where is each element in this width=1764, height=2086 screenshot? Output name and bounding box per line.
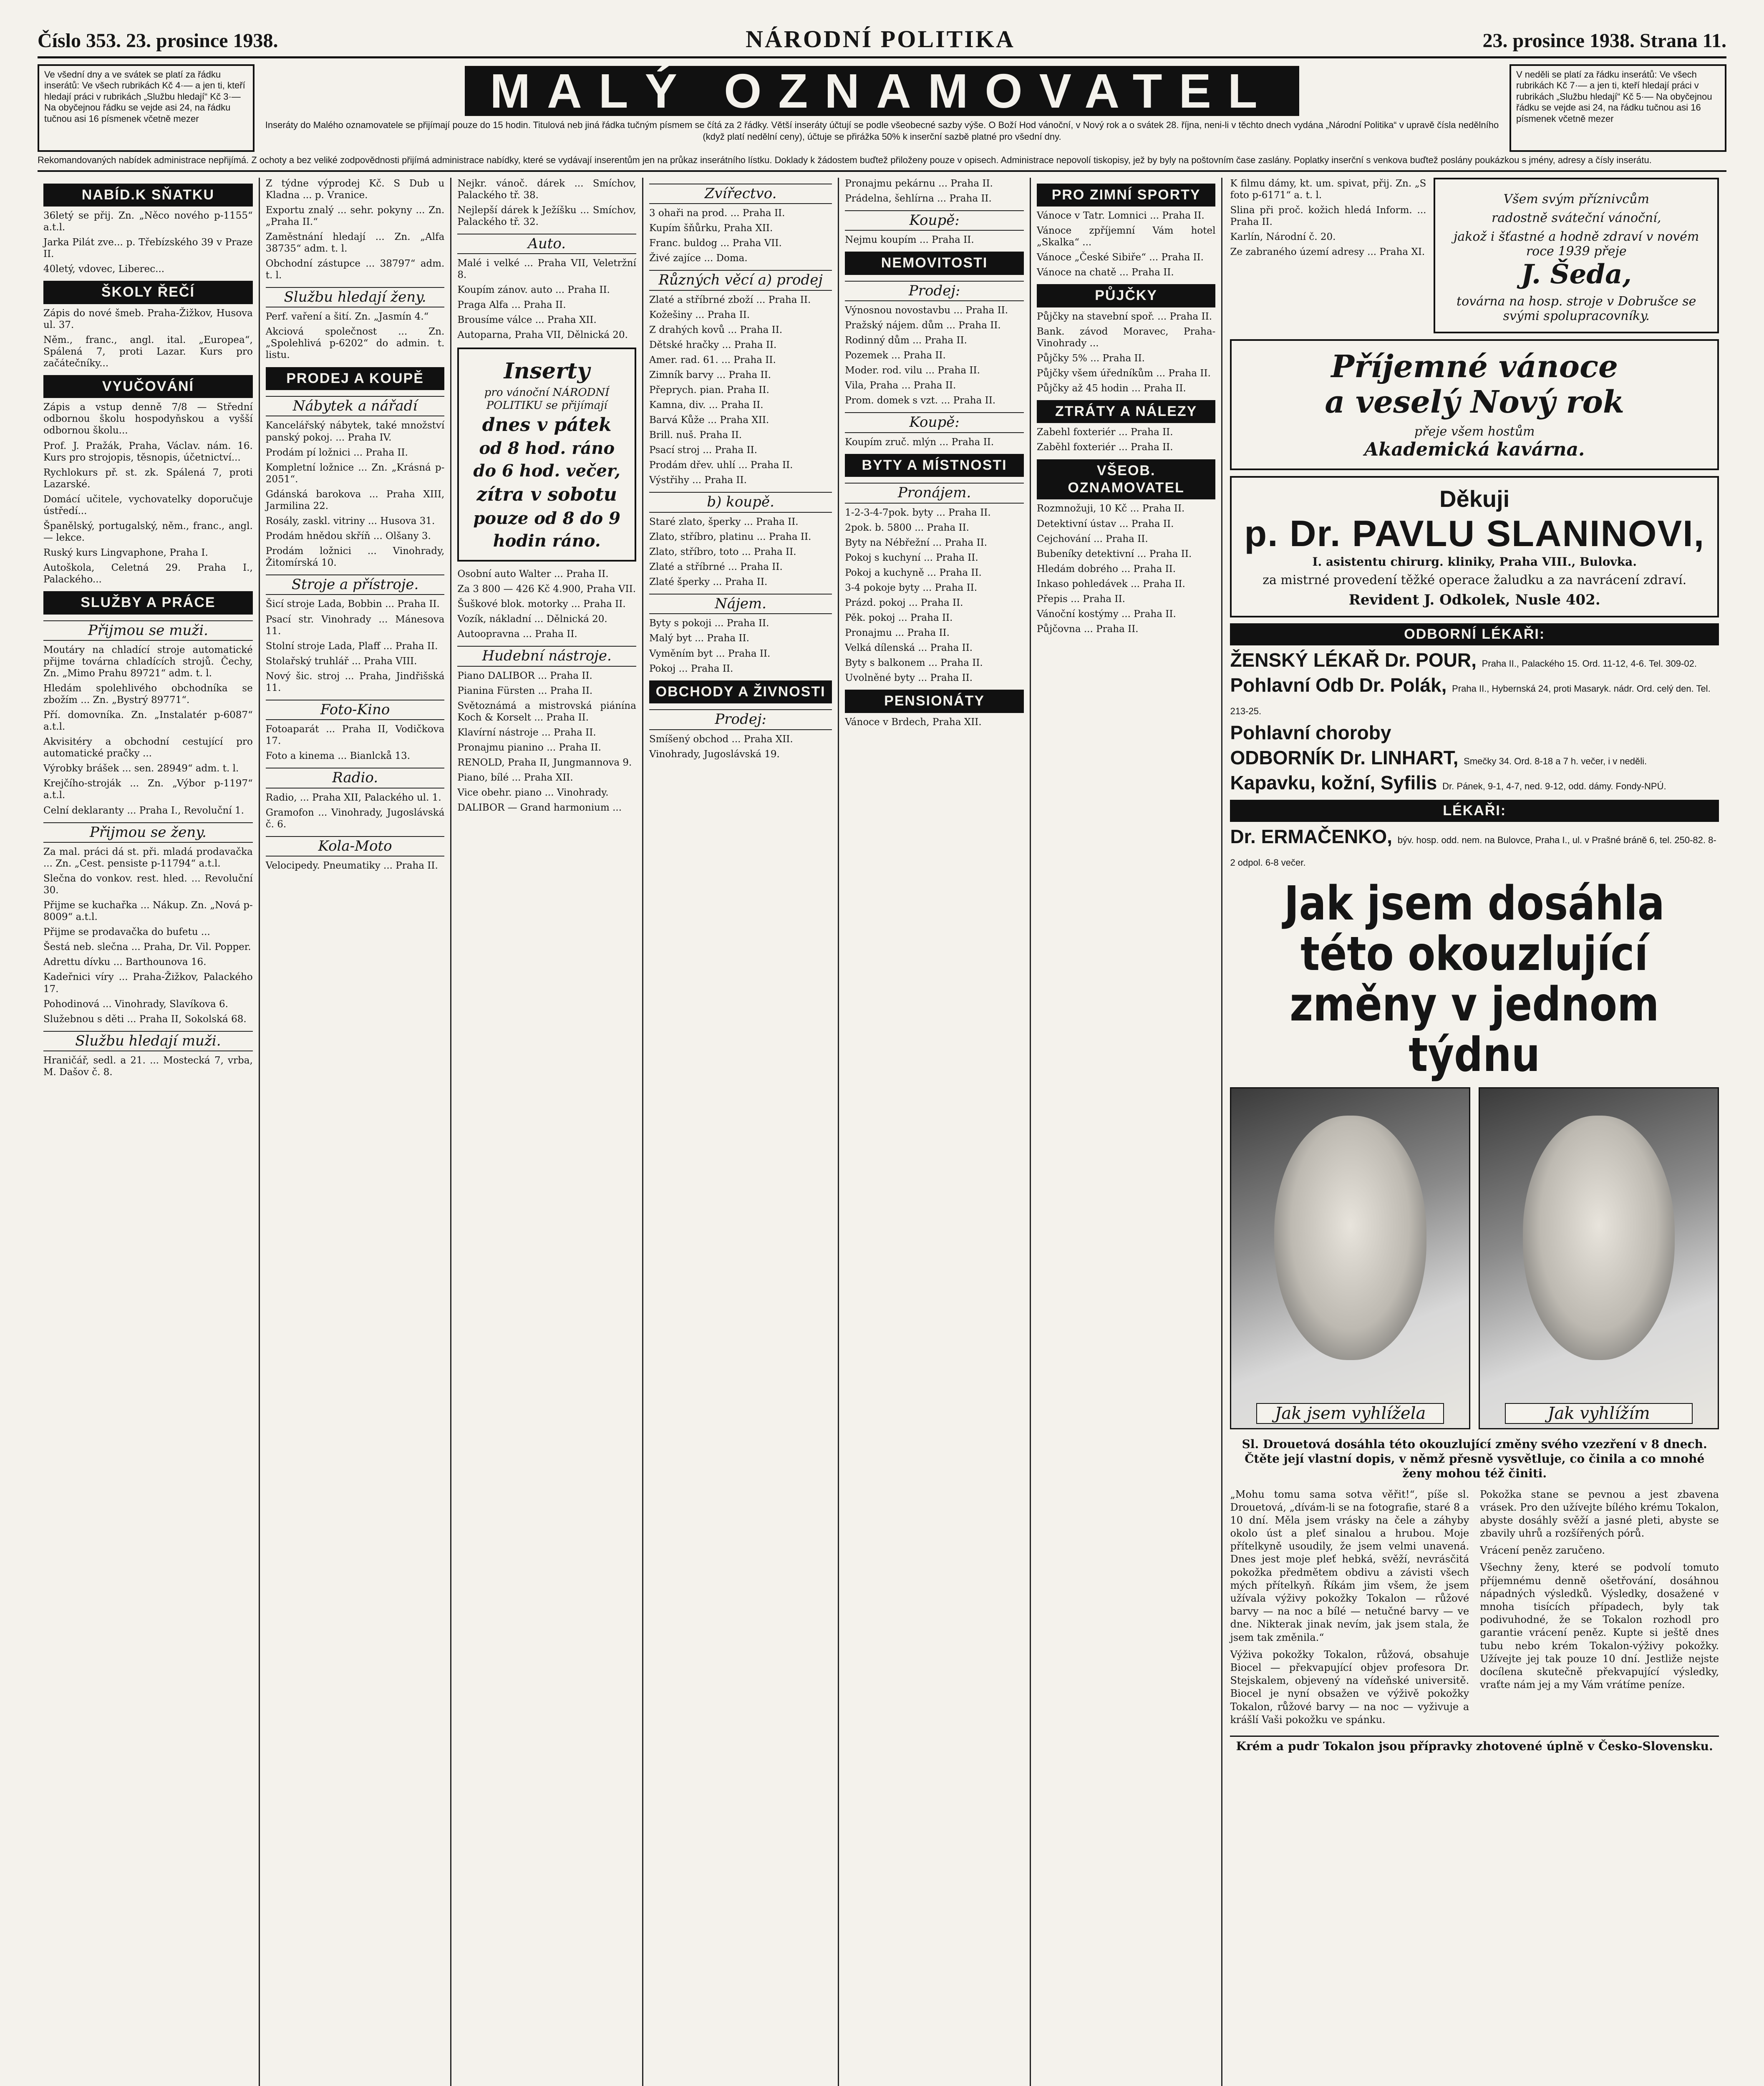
classified-ad: Piano, bílé ... Praha XII. — [457, 772, 573, 783]
classified-ad: Koupím zánov. auto ... Praha II. — [457, 285, 610, 296]
classified-ad: Prodám pí ložnici ... Praha II. — [265, 447, 408, 458]
classified-ad: Světoznámá a mistrovská piánína Koch & Korselt ... Praha II. — [457, 700, 636, 723]
thanks-signature: Revident J. Odkolek, Nusle 402. — [1348, 591, 1600, 608]
advert-lead: Sl. Drouetová dosáhla této okouzlující změny svého vzezření v 8 dnech. Čtěte její vlastní dopis, v němž přesně vysvětluje, co činila a co mnohé ženy mohou též činiti. — [1242, 1437, 1707, 1480]
subsection-header: Nábytek a nářadí — [266, 396, 445, 416]
classified-ad: Psací stroj ... Praha II. — [649, 445, 757, 456]
greeting-name: J. Šeda, — [1521, 258, 1632, 290]
seda-greeting-box — [1434, 178, 1719, 333]
classified-ad: Vánoce „České Sibiře“ ... Praha II. — [1036, 252, 1204, 263]
classified-ad: Půjčky na stavební spoř. ... Praha II. — [1036, 311, 1212, 322]
classified-ad: Byty na Nébřežní ... Praha II. — [845, 537, 987, 548]
classified-ad: Pří. domovníka. Zn. „Instalatér p-6087“ a.t.l. — [43, 710, 253, 733]
classified-ad: 3 ohaři na prod. ... Praha II. — [649, 207, 785, 219]
issue-info: Číslo 353. 23. prosince 1938. — [38, 30, 278, 52]
classified-ad: Zlato, stříbro, platinu ... Praha II. — [649, 531, 811, 542]
classified-ad: Velká dílenská ... Praha II. — [845, 642, 973, 654]
doctor-ad — [1230, 649, 1719, 671]
classified-ad: Prom. domek s vzt. ... Praha II. — [845, 395, 996, 406]
after-photo — [1479, 1087, 1719, 1429]
classified-ad: Přeprych. pian. Praha II. — [649, 384, 769, 396]
ad-list — [649, 294, 832, 486]
thanks-doctor: p. Dr. PAVLU SLANINOVI, — [1244, 512, 1705, 554]
classified-ad: Pronajmu pekárnu ... Praha II. — [845, 178, 993, 189]
classified-ad: 40letý, vdovec, Liberec... — [43, 264, 165, 275]
administration-notice: Rekomandovaných nabídek administrace nepřijímá. Z ochoty a bez veliké zodpovědnosti přijímá administrace nabídky, které se vydávají inserentům jen na průkaz inserátního lístku. Doklady k žádostem buďtež přiloženy pouze v opisech. Administrace nepovolí tiskopisy, jež by byly na poštovním čase zaslány. Poplatky inserční s venkova buďtež poslány poukázkou s jmény, adresy a čísly inserátu. — [38, 152, 1726, 172]
section-header: SLUŽBY A PRÁCE — [43, 591, 253, 614]
ad-list — [457, 257, 636, 341]
classified-ad: Byty s pokoji ... Praha II. — [649, 618, 769, 629]
classified-ad: Amer. rad. 61. ... Praha II. — [649, 354, 776, 365]
top-right-row — [1230, 178, 1719, 333]
ad-list — [845, 507, 1024, 684]
classified-ad: Vánoce v Brdech, Praha XII. — [845, 716, 982, 728]
ad-list — [43, 210, 253, 275]
doctor-address: Smečky 34. Ord. 8-18 a 7 h. večer, i v neděli. — [1464, 756, 1647, 766]
section-header: NEMOVITOSTI — [845, 252, 1024, 275]
classified-ad: Zlaté a stříbrné zboží ... Praha II. — [649, 294, 811, 305]
classified-ad: Vozík, nákladní ... Dělnická 20. — [457, 613, 607, 625]
classified-ad: Barvá Kůže ... Praha XII. — [649, 415, 769, 426]
classified-ad: Hledám dobrého ... Praha II. — [1036, 563, 1176, 574]
article-paragraph: Všechny ženy, které se podvolí tomuto příjemnému denně ošetřování, dosáhnou nápadných výsledků. Výsledky, dosažené v mnoha tisících případech, byly tak podivuhodné, že se Tokalon rozhodl pro garantie vrácení peněz. Kupte si ještě dnes tubu nebo krém Tokalon-výživy pokožky. Užívejte jej tak pouze 10 dní. Jestliže nejste docílena skutečně překvapující výsledky, vraťte nám jej a my Vám vrátíme peníze. — [1480, 1562, 1719, 1691]
subsection-header: Foto-Kino — [266, 700, 445, 720]
classified-ad: Slina při proč. kožich hledá Inform. ... Praha II. — [1230, 204, 1426, 227]
ad-list — [43, 307, 253, 369]
classified-ad: Ruský kurs Lingvaphone, Praha I. — [43, 547, 208, 558]
classified-ad: Šuškové blok. motorky ... Praha II. — [457, 598, 626, 610]
subsection-header: Stroje a přístroje. — [266, 574, 445, 595]
doctor-ad — [1230, 721, 1719, 744]
subsection-header: Nájem. — [649, 594, 832, 614]
classified-ad: Malé i velké ... Praha VII, Veletržní 8. — [457, 258, 636, 281]
classified-ad: Zlaté šperky ... Praha II. — [649, 576, 768, 587]
section-header: PRO ZIMNÍ SPORTY — [1037, 184, 1216, 207]
classified-ad: Franc. buldog ... Praha VII. — [649, 238, 782, 249]
cafe-greeting-box — [1230, 339, 1719, 470]
subsection-header: Kola-Moto — [266, 836, 445, 857]
classified-ad: Gdánská barokova ... Praha XIII, Jarmilina 22. — [265, 489, 445, 511]
before-after-photos — [1230, 1087, 1719, 1429]
ad-list — [266, 178, 445, 281]
newspaper-title: NÁRODNÍ POLITIKA — [746, 25, 1015, 53]
classified-ad: Španělský, portugalský, něm., franc., angl. — lekce. — [43, 520, 253, 543]
doctor-ad — [1230, 825, 1719, 870]
classified-ad: Vice obehr. piano ... Vinohrady. — [457, 787, 609, 798]
classified-ad: Dětské hračky ... Praha II. — [649, 339, 777, 350]
classified-ad: Klavírní nástroje ... Praha II. — [457, 727, 596, 738]
banner-row — [38, 64, 1726, 152]
ad-list — [43, 401, 253, 585]
classified-ad: 36letý se přij. Zn. „Něco nového p-1155“ a.t.l. — [43, 210, 253, 233]
classified-ad: Foto a kinema ... Bianlckå 13. — [265, 751, 411, 762]
classified-ad: Krejčího-stroják ... Zn. „Výbor p-1197“ a.t.l. — [43, 778, 253, 801]
greeting-headline: Příjemné vánoce — [1331, 348, 1618, 385]
doctor-list — [1230, 649, 1719, 794]
classified-ad: Přepis ... Praha II. — [1036, 593, 1125, 605]
classified-ad: Pokoj a kuchyně ... Praha II. — [845, 567, 982, 579]
classified-ad: Velocipedy. Pneumatiky ... Praha II. — [265, 860, 438, 872]
ad-list — [1037, 503, 1216, 635]
classified-ad: Pianina Fürsten ... Praha II. — [457, 685, 593, 696]
classified-ad: Vánoce v Tatr. Lomnici ... Praha II. — [1036, 210, 1205, 221]
column-3 — [451, 178, 643, 2086]
classified-ad: Pěk. pokoj ... Praha II. — [845, 612, 953, 624]
article-paragraph: Pokožka stane se pevnou a jest zbavena vrásek. Pro den užívejte bílého krému Tokalon, abyste dosáhly svěží a jasné pleti, abyste se zbavily uhrů a rozšířených pórů. — [1480, 1488, 1719, 1539]
subsection-header: Koupě: — [845, 210, 1024, 231]
classified-ad: Kupím šňůrku, Praha XII. — [649, 223, 773, 234]
classified-ad: Malý byt ... Praha II. — [649, 633, 749, 644]
classified-ad: Karlín, Národní č. 20. — [1230, 231, 1336, 242]
classified-ad: Zápis a vstup denně 7/8 — Střední odbornou školu hospodyňskou a vyšší odbornou školu... — [43, 402, 253, 436]
classified-ad: Něm., franc., angl. ital. „Europea“, Spálená 7, proti Lazar. Kurs pro začátečníky... — [43, 334, 253, 369]
subsection-header: Službu hledají ženy. — [266, 287, 445, 307]
ad-list — [1037, 311, 1216, 394]
ad-list — [43, 1055, 253, 1078]
classified-ad: Praga Alfa ... Praha II. — [457, 300, 566, 311]
ad-list — [266, 723, 445, 762]
classified-ad: Radio, ... Praha XII, Palackého ul. 1. — [265, 792, 441, 803]
subsection-header: Hudební nástroje. — [457, 646, 636, 666]
subsection-header: Zvířectvo. — [649, 184, 832, 204]
classified-ad: Šicí stroje Lada, Bobbin ... Praha II. — [265, 599, 440, 610]
classified-ad: Smíšený obchod ... Praha XII. — [649, 733, 793, 745]
ad-list — [649, 733, 832, 760]
classified-ad: 2pok. b. 5800 ... Praha II. — [845, 522, 969, 533]
classified-ad: Jarka Pilát zve... p. Třebízského 39 v Praze II. — [43, 237, 253, 260]
greeting-headline: a veselý Nový rok — [1325, 384, 1625, 420]
classified-ad: Kancelářský nábytek, také množství panský pokoj. ... Praha IV. — [265, 420, 445, 443]
section-header: ZTRÁTY A NÁLEZY — [1037, 400, 1216, 423]
right-column — [1222, 178, 1726, 2086]
classified-ad: Perf. vaření a šití. Zn. „Jasmín 4.“ — [265, 311, 429, 322]
classified-ad: Pokoj ... Praha II. — [649, 663, 733, 674]
classified-ad: Přijme se prodavačka do bufetu ... — [43, 927, 210, 938]
doctor-name: Kapavku, kožní, Syfilis — [1230, 771, 1437, 794]
classified-ad: Uvolněné byty ... Praha II. — [845, 673, 973, 684]
classified-ad: Autoparna, Praha VII, Dělnická 20. — [457, 330, 628, 341]
classified-ad: Cejchování ... Praha II. — [1036, 533, 1148, 544]
classified-ad: Hraničář, sedl. a 21. ... Mostecká 7, vrba, M. Dašov č. 8. — [43, 1055, 253, 1078]
ad-list — [845, 178, 1024, 204]
doctor-ad — [1230, 674, 1719, 719]
doctor-name: Pohlavní Odb Dr. Polák, — [1230, 674, 1447, 696]
classified-ad: Rosály, zaskl. vitriny ... Husova 31. — [265, 515, 435, 527]
classified-ad: Půjčky 5% ... Praha II. — [1036, 353, 1145, 364]
article-column — [1230, 1488, 1469, 1731]
classified-ad: Zaběhl foxteriér ... Praha II. — [1036, 442, 1173, 453]
classified-ad: Pokoj s kuchyní ... Praha II. — [845, 552, 978, 563]
subsection-header: Pronájem. — [845, 483, 1024, 503]
classified-ad: Výnosnou novostavbu ... Praha II. — [845, 305, 1008, 316]
classified-ad: Vánoční kostýmy ... Praha II. — [1036, 608, 1176, 620]
greeting-line: jakož i šťastné a hodně zdraví v novém roce 1939 přeje — [1454, 229, 1699, 259]
section-header: VYUČOVÁNÍ — [43, 375, 253, 398]
column-1 — [38, 178, 260, 2086]
photo-caption: Jak jsem vyhlížela — [1256, 1403, 1444, 1424]
classified-ad: Exportu znalý ... sehr. pokyny ... Zn. „Praha II.“ — [265, 204, 445, 227]
classified-ad: Obchodní zástupce ... 38797“ adm. t. l. — [265, 258, 445, 281]
thanks-reason: za mistrné provedení těžké operace žaludku a za navrácení zdraví. — [1263, 572, 1687, 587]
doctor-name: ODBORNÍK Dr. LINHART, — [1230, 746, 1459, 768]
classified-ad: Kožešiny ... Praha II. — [649, 309, 750, 320]
classified-ad: Zápis do nové šmeb. Praha-Žižkov, Husova ul. 37. — [43, 307, 253, 330]
classified-ad: Stolní stroje Lada, Plaff ... Praha II. — [265, 640, 438, 652]
article-paragraph: Vrácení peněz zaručeno. — [1480, 1544, 1605, 1557]
classified-ad: Bubeníky detektivní ... Praha II. — [1036, 548, 1192, 559]
classified-ad: Detektivní ústav ... Praha II. — [1036, 518, 1174, 529]
classified-ad: Půjčky až 45 hodin ... Praha II. — [1036, 383, 1186, 394]
section-header: ŠKOLY ŘEČÍ — [43, 281, 253, 304]
classified-ad: Piano DALIBOR ... Praha II. — [457, 670, 592, 681]
section-header: LÉKAŘI: — [1230, 800, 1719, 822]
ad-list — [43, 644, 253, 816]
greeting-line: továrna na hosp. stroje v Dobrušce se svými spolupracovníky. — [1457, 294, 1696, 323]
classified-ad: Osobní auto Walter ... Praha II. — [457, 568, 609, 579]
classified-ad: Nejmu koupím ... Praha II. — [845, 234, 974, 246]
article-paragraph: „Mohu tomu sama sotva věřit!“, píše sl. Drouetová, „dívám-li se na fotografie, staré 8 a 10 dní. Měla jsem vrásky na čele a záhyby okolo úst a pleť sinalou a hrubou. Moje přítelkyně usoudily, že jsem velmi unavená. Dnes jest moje pleť hebká, svěží, nevrásčitá pokožka předmětem obdivu a závisti všech mých přítelkyň. Říkám jim všem, že jsem užívala výživy pokožky Tokalon — růžové barvy — na noc a bílé — netučné barvy — ve dne. Nikterak jinak nevím, jak jsem stala, že jsem tak změnila.“ — [1230, 1488, 1469, 1643]
classified-ad: Brill. nuš. Praha II. — [649, 430, 742, 441]
doctor-address: Dr. Pánek, 9-1, 4-7, ned. 9-12, odd. dámy. Fondy-NPÚ. — [1442, 781, 1666, 791]
ad-list — [649, 516, 832, 588]
advert-headline: Jak jsem dosáhla této okouzlující změny v jednom týdnu — [1284, 876, 1665, 1082]
advert-footer: Krém a pudr Tokalon jsou přípravky zhotovené úplně v Česko-Slovensku. — [1230, 1736, 1719, 1753]
classified-ad: Gramofon ... Vinohrady, Jugoslávská č. 6. — [265, 807, 445, 830]
article-column — [1480, 1488, 1719, 1731]
ad-list — [266, 311, 445, 361]
article-paragraph: Výživa pokožky Tokalon, růžová, obsahuje Biocel — překvapující objev profesora Dr. Stejskalem, objevený na vídeňské universitě. Biocel je nyní obsažen ve výživě pokožky Tokalon, růžové barvy — na noc — vyživuje a krášlí Vaši pokožku ve spánku. — [1230, 1648, 1469, 1726]
classified-ad: Zabehl foxteriér ... Praha II. — [1036, 427, 1173, 438]
classified-ad: Stolařský truhlář ... Praha VIII. — [265, 655, 417, 667]
classified-ad: Pohodinová ... Vinohrady, Slavíkova 6. — [43, 998, 228, 1010]
classified-ad: Prázd. pokoj ... Praha II. — [845, 597, 963, 609]
ad-list — [457, 670, 636, 814]
doctor-address: Praha II., Palackého 15. Ord. 11-12, 4-6. Tel. 309-02. — [1482, 658, 1697, 669]
ad-list — [43, 846, 253, 1025]
classified-ad: Půjčky všem úředníkům ... Praha II. — [1036, 368, 1211, 379]
classified-ad: Byty s balkonem ... Praha II. — [845, 658, 983, 669]
classified-ad: Pozemek ... Praha II. — [845, 350, 946, 361]
column-4 — [643, 178, 839, 2086]
classified-ad: Výrobky brášek ... sen. 28949“ adm. t. l. — [43, 763, 239, 774]
classified-ad: Zimník barvy ... Praha II. — [649, 369, 771, 380]
section-header: NABÍD.K SŇATKU — [43, 184, 253, 207]
classified-ad: Kompletní ložnice ... Zn. „Krásná p-2051“. — [265, 462, 445, 485]
section-title: MALÝ OZNAMOVATEL — [465, 66, 1299, 116]
greeting-sender: Akademická kavárna. — [1364, 438, 1585, 460]
photo-caption: Jak vyhlížím — [1505, 1403, 1693, 1424]
classified-ad: Z týdne výprodej Kč. S Dub u Kladna ... p. Vranice. — [265, 178, 445, 201]
classified-ad: Inkaso pohledávek ... Praha II. — [1036, 578, 1185, 590]
classified-ad: Vánoce na chatě ... Praha II. — [1036, 267, 1174, 278]
columns — [38, 178, 1726, 2086]
classified-ad: Vila, Praha ... Praha II. — [845, 380, 956, 391]
classified-ad: Autoškola, Celetná 29. Praha I., Palackého... — [43, 562, 253, 585]
doctor-address: Praha II., Hybernská 24, proti Masaryk. nádr. Ord. celý den. Tel. 213-25. — [1230, 683, 1711, 716]
classified-ad: Zlato, stříbro, toto ... Praha II. — [649, 546, 796, 557]
classified-ad: Kamna, div. ... Praha II. — [649, 399, 764, 411]
box-line: zítra v sobotu — [476, 484, 617, 506]
section-header: PENSIONÁTY — [845, 690, 1024, 713]
thanks-box — [1230, 476, 1719, 617]
classified-ad: Půjčovna ... Praha II. — [1036, 623, 1139, 635]
ad-list — [1230, 178, 1426, 333]
section-subtitle: Inseráty do Malého oznamovatele se přijímají pouze do 15 hodin. Titulová neb jiná řádka tučným písmem se čítá za 2 řádky. Větší inseráty účtují se podle všeobecné sazby výše. O Boží Hod vánoční, v Nový rok a o svátek 28. října, neni-li v těchto dnech vydána „Národní Politika“ v upravě čísla nedělního (když platí nedělní ceny), účtuje se přirážka 50% k inserční sazbě platné pro všední dny. — [265, 120, 1499, 142]
before-photo — [1230, 1087, 1470, 1429]
classified-ad: Vyměním byt ... Praha II. — [649, 648, 771, 659]
classified-ad: DALIBOR — Grand harmonium ... — [457, 802, 622, 813]
classified-ad: Rozmnožuji, 10 Kč ... Praha II. — [1036, 503, 1185, 514]
section-header: OBCHODY A ŽIVNOSTI — [649, 680, 832, 703]
classified-ad: Vánoce zpříjemní Vám hotel „Skalka“ ... — [1036, 225, 1216, 248]
inserty-notice-box — [457, 348, 636, 561]
subsection-header: Přijmou se muži. — [43, 620, 253, 641]
classified-ad: Prodám dřev. uhlí ... Praha II. — [649, 460, 793, 471]
subsection-header: Koupě: — [845, 412, 1024, 433]
ad-list — [845, 716, 1024, 728]
doctor-name: Dr. ERMAČENKO, — [1230, 825, 1392, 847]
portrait-image — [1523, 1116, 1675, 1360]
page-info: 23. prosince 1938. Strana 11. — [1482, 30, 1726, 52]
section-header: PŮJČKY — [1037, 284, 1216, 307]
doctor-ad — [1230, 746, 1719, 769]
classified-ad: Nejlepší dárek k Ježíšku ... Smíchov, Palackého tř. 32. — [457, 204, 636, 227]
classified-ad: Z drahých kovů ... Praha II. — [649, 324, 783, 335]
doctor-name: Pohlavní choroby — [1230, 721, 1391, 743]
classified-ad: Brousíme válce ... Praha XII. — [457, 315, 597, 326]
ad-list — [1037, 210, 1216, 278]
classified-ad: Šestá neb. slečna ... Praha, Dr. Vil. Popper. — [43, 942, 251, 953]
section-header: VŠEOB. OZNAMOVATEL — [1037, 459, 1216, 500]
thanks-heading: Děkuji — [1439, 485, 1510, 512]
folio — [38, 25, 1726, 58]
classified-ad: Za mal. práci dá st. při. mladá prodavačka ... Zn. „Cest. pensiste p-11794“ a.t.l. — [43, 846, 253, 869]
box-line: od 8 hod. ráno do 6 hod. večer, — [473, 438, 620, 481]
classified-ad: Slečna do vonkov. rest. hled. ... Revoluční 30. — [43, 873, 253, 896]
classified-ad: Hledám spolehlivého obchodníka se zbožím ... Zn. „Bystrý 89771“. — [43, 683, 253, 706]
classified-ad: Celní deklaranty ... Praha I., Revoluční 1. — [43, 805, 244, 816]
subsection-header: Různých věcí a) prodej — [649, 270, 832, 290]
column-2 — [260, 178, 452, 2086]
classified-ad: Prádelna, šehlírna ... Praha II. — [845, 193, 992, 204]
classified-ad: Zlaté a stříbrné ... Praha II. — [649, 561, 783, 572]
classified-ad: Pronajmu pianino ... Praha II. — [457, 742, 601, 753]
subsection-header: b) koupě. — [649, 492, 832, 512]
classified-ad: Bank. závod Moravec, Praha-Vinohrady ... — [1036, 326, 1216, 349]
classified-ad: Nejkr. vánoč. dárek ... Smíchov, Palackého tř. 38. — [457, 178, 636, 201]
subsection-header: Auto. — [457, 234, 636, 254]
classified-ad: Psací str. Vinohrady ... Mánesova 11. — [265, 614, 445, 637]
doctor-address: býv. hosp. odd. nem. na Bulovce, Praha I., ul. v Prašné bráně 6, tel. 250-82. 8-2 odpol. 6-8 večer. — [1230, 834, 1716, 868]
classified-ad: Zaměstnání hledají ... Zn. „Alfa 38735“ adm. t. l. — [265, 231, 445, 254]
classified-ad: Moutáry na chladící stroje automatické přijme továrna chladících strojů. Čechy, Zn. „Mimo Prahu 89721“ adm. t. l. — [43, 644, 253, 679]
classified-ad: Koupím zruč. mlýn ... Praha II. — [845, 436, 994, 448]
ad-list — [845, 234, 1024, 246]
section-header: ODBORNÍ LÉKAŘI: — [1230, 623, 1719, 645]
section-header: PRODEJ A KOUPĚ — [266, 367, 445, 390]
ad-list — [457, 178, 636, 228]
thanks-affiliation: I. asistentu chirurg. kliniky, Praha VIII., Bulovka. — [1312, 554, 1637, 569]
subsection-header: Prodej: — [845, 281, 1024, 301]
portrait-image — [1274, 1116, 1426, 1360]
weekday-rates-note: Ve všední dny a ve svátek se platí za řádku inserátů: Ve všech rubrikách Kč 4·— a jen ti, kteří hledají práci v rubrikách „Službu hledají“ Kč 3·— Na obyčejnou řádku se vejde asi 24, na řádku tučnou asi 16 písmenek včetně mezer — [38, 64, 255, 152]
box-line: pouze od 8 do 9 hodin ráno. — [473, 508, 620, 551]
advert-body — [1230, 1488, 1719, 1731]
ad-list — [266, 860, 445, 872]
classified-ad: Fotoaparát ... Praha II, Vodičkova 17. — [265, 724, 445, 747]
section-banner — [265, 64, 1499, 152]
subsection-header: Službu hledají muži. — [43, 1031, 253, 1051]
box-line: dnes v pátek — [482, 414, 612, 436]
subsection-header: Radio. — [266, 768, 445, 788]
greeting-line: Všem svým příznivcům — [1503, 191, 1649, 207]
classified-ad: Vinohrady, Jugoslávská 19. — [649, 748, 780, 760]
doctor-name: ŽENSKÝ LÉKAŘ Dr. POUR, — [1230, 649, 1477, 671]
subsection-header: Prodej: — [649, 709, 832, 730]
classified-ad: Za 3 800 — 426 Kč 4.900, Praha VII. — [457, 583, 636, 595]
classified-ad: Služebnou s děti ... Praha II, Sokolská 68. — [43, 1013, 247, 1025]
classified-ad: Rychlokurs př. st. zk. Spálená 7, proti Lazarské. — [43, 467, 253, 490]
subsection-header: Přijmou se ženy. — [43, 822, 253, 843]
sunday-rates-note: V neděli se platí za řádku inserátů: Ve všech rubrikách Kč 7·— a jen ti, kteří hledají práci v rubrikách „Službu hledají“ Kč 5·— Na obyčejnou řádku se vejde asi 24, na řádku tučnou asi 16 písmenek včetně mezer — [1509, 64, 1726, 152]
ad-list — [649, 617, 832, 674]
box-line: pro vánoční NÁRODNÍ POLITIKU se přijímají — [484, 386, 610, 412]
classified-ad: Kadeřnici víry ... Praha-Žižkov, Palackého 17. — [43, 972, 253, 995]
section-header: BYTY A MÍSTNOSTI — [845, 454, 1024, 477]
classified-ad: Rodinný dům ... Praha II. — [845, 335, 967, 346]
classified-ad: Pronajmu ... Praha II. — [845, 627, 950, 639]
classified-ad: RENOLD, Praha II, Jungmannova 9. — [457, 757, 632, 768]
classified-ad: Pražský nájem. dům ... Praha II. — [845, 320, 1001, 331]
classified-ad: Akciová společnost ... Zn. „Spolehlivá p-6202“ do admin. t. listu. — [265, 326, 445, 361]
ad-list — [457, 568, 636, 640]
classified-ad: Autoopravna ... Praha II. — [457, 629, 577, 640]
column-6 — [1031, 178, 1223, 2086]
greeting-line: přeje všem hostům — [1414, 424, 1535, 439]
classified-ad: 3-4 pokoje byty ... Praha II. — [845, 582, 978, 594]
ad-list — [1037, 426, 1216, 453]
classified-ad: Staré zlato, šperky ... Praha II. — [649, 516, 799, 527]
ad-list — [845, 305, 1024, 406]
classified-ad: 1-2-3-4-7pok. byty ... Praha II. — [845, 507, 991, 518]
greeting-line: radostně sváteční vánoční, — [1492, 210, 1661, 225]
box-title: Inserty — [504, 358, 590, 384]
ad-list — [266, 420, 445, 569]
classified-ad: Přijme se kuchařka ... Nákup. Zn. „Nová p-8009“ a.t.l. — [43, 900, 253, 923]
ad-list — [266, 792, 445, 830]
classified-ad: Domácí učitele, vychovatelky doporučuje ústředí... — [43, 494, 253, 516]
classified-ad: Prodám hnědou skříň ... Olšany 3. — [265, 530, 431, 542]
classified-ad: Ze zabraného území adresy ... Praha XI. — [1230, 246, 1425, 257]
classified-ad: Nový šic. stroj ... Praha, Jindřišská 11. — [265, 670, 445, 693]
classified-ad: Výstřihy ... Praha II. — [649, 475, 747, 486]
ad-list — [845, 436, 1024, 448]
column-5 — [839, 178, 1031, 2086]
classified-ad: Adrettu dívku ... Barthounova 16. — [43, 957, 207, 968]
classified-ad: K filmu dámy, kt. um. spivat, přij. Zn. „S foto p-6171“ a. t. l. — [1230, 178, 1426, 201]
ad-list — [266, 598, 445, 693]
classified-ad: Prof. J. Pražák, Praha, Václav. nám. 16. Kurs pro strojopis, těsnopis, účetnictví... — [43, 440, 253, 463]
doctor-ad — [1230, 771, 1719, 794]
ad-list — [649, 207, 832, 264]
classified-ad: Živé zajíce ... Doma. — [649, 253, 748, 264]
classified-ad: Moder. rod. vilu ... Praha II. — [845, 365, 980, 376]
classified-ad: Akvisitéry a obchodní cestující pro automatické pračky ... — [43, 736, 253, 759]
classified-ad: Prodám ložnici ... Vinohrady, Žitomírská 10. — [265, 545, 445, 568]
